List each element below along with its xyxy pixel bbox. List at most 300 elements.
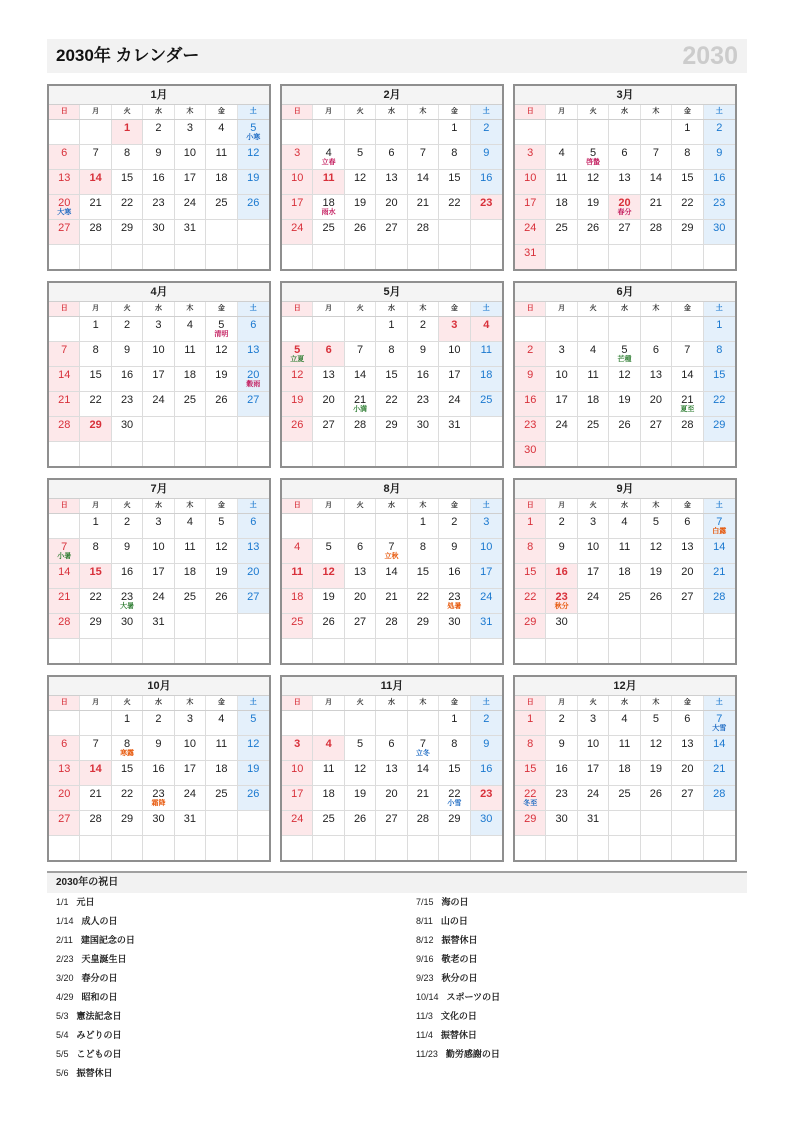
day-cell (313, 417, 344, 441)
day-cell (345, 786, 376, 810)
weekday-label: 水 (143, 302, 174, 316)
empty-day-cell (175, 614, 206, 638)
day-cell (704, 711, 735, 735)
day-cell (471, 736, 502, 760)
week-row (49, 639, 269, 663)
empty-day-cell (206, 220, 237, 244)
weekday-header-row (515, 696, 735, 711)
day-number: 28 (681, 419, 694, 431)
day-number: 18 (322, 197, 335, 209)
day-number: 14 (713, 738, 726, 750)
day-number: 8 (451, 147, 458, 159)
week-row (515, 392, 735, 417)
day-number: 31 (183, 222, 197, 234)
day-number: 25 (183, 591, 197, 603)
day-number: 15 (120, 763, 134, 775)
day-cell (175, 761, 206, 785)
day-cell (376, 367, 407, 391)
day-number: 2 (558, 516, 565, 528)
weekday-label: 金 (672, 302, 703, 316)
day-number: 10 (291, 172, 304, 184)
day-cell (672, 736, 703, 760)
day-cell (704, 120, 735, 144)
empty-day-cell (704, 811, 735, 835)
holiday-day-number: 14 (89, 763, 102, 775)
empty-day-cell (282, 514, 313, 538)
day-number: 15 (713, 369, 726, 381)
day-number: 6 (61, 738, 68, 750)
day-cell (609, 761, 640, 785)
day-cell (282, 589, 313, 613)
day-number: 17 (183, 172, 197, 184)
day-cell (238, 195, 269, 219)
month-calendar (513, 675, 737, 862)
day-number: 1 (451, 122, 458, 134)
day-cell (546, 736, 577, 760)
week-row (282, 614, 502, 639)
weekday-label: 金 (206, 696, 237, 710)
day-number: 10 (152, 541, 165, 553)
weekday-label: 日 (49, 302, 80, 316)
week-row (515, 342, 735, 367)
day-number: 1 (684, 122, 691, 134)
day-number: 13 (618, 172, 631, 184)
weekday-label: 土 (704, 302, 735, 316)
week-row (282, 220, 502, 245)
day-cell (175, 736, 206, 760)
day-cell (672, 195, 703, 219)
day-number: 31 (183, 813, 197, 825)
day-cell (282, 195, 313, 219)
day-cell (515, 367, 546, 391)
day-number: 4 (218, 713, 225, 725)
day-number: 24 (291, 222, 304, 234)
holiday-date: 5/3 (56, 1011, 69, 1021)
day-cell (49, 761, 80, 785)
day-cell (515, 170, 546, 194)
day-number: 19 (586, 197, 600, 209)
day-number: 21 (58, 591, 71, 603)
day-number: 29 (120, 222, 134, 234)
weekday-label: 水 (143, 499, 174, 513)
weekday-label: 木 (641, 302, 672, 316)
day-number: 23 (152, 197, 165, 209)
empty-day-cell (112, 639, 143, 663)
day-number: 6 (357, 541, 364, 553)
weekday-label: 金 (439, 499, 470, 513)
day-cell (238, 145, 269, 169)
day-cell (408, 220, 439, 244)
day-cell (704, 736, 735, 760)
month-calendar (513, 281, 737, 468)
day-number: 3 (294, 147, 301, 159)
holiday-date: 5/5 (56, 1049, 69, 1059)
day-cell (112, 417, 143, 441)
day-number: 23 (555, 788, 568, 800)
day-number: 21 (58, 394, 71, 406)
day-number: 1 (527, 713, 534, 725)
day-cell (439, 120, 470, 144)
day-number: 3 (186, 122, 193, 134)
day-cell (206, 170, 237, 194)
day-number: 17 (291, 197, 304, 209)
holiday-list-item (56, 912, 416, 931)
day-cell (515, 145, 546, 169)
weekday-label: 金 (206, 499, 237, 513)
day-cell (376, 564, 407, 588)
day-number: 15 (681, 172, 694, 184)
solar-term-label: 霜降 (151, 800, 166, 807)
day-cell (641, 514, 672, 538)
empty-day-cell (238, 639, 269, 663)
week-row (282, 811, 502, 836)
day-cell (546, 811, 577, 835)
day-number: 27 (247, 591, 260, 603)
empty-day-cell (376, 711, 407, 735)
weekday-label: 水 (609, 105, 640, 119)
day-cell (672, 589, 703, 613)
empty-day-cell (313, 245, 344, 269)
day-number: 29 (89, 616, 102, 628)
day-number: 31 (524, 247, 537, 259)
weekday-label: 金 (672, 696, 703, 710)
day-cell (515, 342, 546, 366)
day-cell (175, 392, 206, 416)
weekday-header-row (49, 696, 269, 711)
day-cell (206, 392, 237, 416)
week-row (282, 145, 502, 170)
week-row (49, 786, 269, 811)
week-row (282, 589, 502, 614)
day-cell (238, 564, 269, 588)
month-calendar (47, 478, 271, 665)
empty-day-cell (49, 639, 80, 663)
day-cell (175, 342, 206, 366)
day-cell (515, 811, 546, 835)
day-number: 8 (388, 344, 395, 356)
week-row (282, 639, 502, 663)
day-cell (439, 170, 470, 194)
empty-day-cell (609, 317, 640, 341)
empty-day-cell (546, 639, 577, 663)
holiday-name: 成人の日 (81, 916, 118, 926)
month-calendar (280, 281, 504, 468)
day-cell (49, 392, 80, 416)
day-number: 5 (357, 147, 364, 159)
day-number: 9 (558, 738, 565, 750)
day-cell (238, 736, 269, 760)
day-cell (175, 195, 206, 219)
day-cell (80, 417, 111, 441)
day-number: 25 (618, 591, 631, 603)
day-cell (112, 195, 143, 219)
day-cell (345, 589, 376, 613)
day-cell (376, 317, 407, 341)
empty-day-cell (439, 836, 470, 860)
day-number: 25 (183, 394, 197, 406)
holiday-date: 5/6 (56, 1068, 69, 1078)
day-cell (439, 736, 470, 760)
day-number: 22 (120, 197, 134, 209)
solar-term-label: 小寒 (246, 134, 261, 141)
day-cell (609, 736, 640, 760)
holiday-list (56, 893, 747, 1083)
day-number: 2 (124, 516, 131, 528)
holiday-name: 敬老の日 (441, 954, 478, 964)
day-number: 22 (524, 788, 537, 800)
day-cell (238, 317, 269, 341)
holiday-date: 3/20 (56, 973, 74, 983)
empty-day-cell (282, 120, 313, 144)
day-cell (143, 736, 174, 760)
day-number: 9 (558, 541, 565, 553)
empty-day-cell (376, 245, 407, 269)
day-number: 14 (416, 172, 430, 184)
week-row (282, 786, 502, 811)
day-cell (376, 614, 407, 638)
weekday-label: 火 (578, 499, 609, 513)
day-cell (578, 786, 609, 810)
empty-day-cell (313, 639, 344, 663)
empty-day-cell (641, 245, 672, 269)
day-cell (313, 170, 344, 194)
empty-day-cell (515, 836, 546, 860)
empty-day-cell (345, 639, 376, 663)
day-cell (282, 614, 313, 638)
solar-term-label: 啓蟄 (586, 159, 601, 166)
weekday-label: 土 (471, 696, 502, 710)
day-cell (112, 589, 143, 613)
day-cell (175, 170, 206, 194)
empty-day-cell (439, 245, 470, 269)
holiday-date: 5/4 (56, 1030, 69, 1040)
day-cell (515, 564, 546, 588)
day-number: 4 (186, 516, 193, 528)
day-number: 2 (155, 713, 162, 725)
day-cell (471, 342, 502, 366)
day-number: 5 (652, 516, 659, 528)
holiday-day-number: 11 (291, 566, 304, 578)
day-number: 14 (713, 541, 726, 553)
empty-day-cell (49, 245, 80, 269)
day-cell (515, 539, 546, 563)
weekday-header-row (49, 499, 269, 514)
day-number: 27 (649, 419, 663, 431)
day-cell (313, 614, 344, 638)
day-cell (376, 392, 407, 416)
day-number: 5 (652, 713, 659, 725)
day-number: 4 (621, 713, 628, 725)
month-title: 7月 (49, 480, 269, 499)
day-cell (175, 539, 206, 563)
day-number: 23 (120, 591, 134, 603)
holiday-date: 9/23 (416, 973, 434, 983)
day-cell (49, 589, 80, 613)
day-number: 20 (681, 566, 694, 578)
holiday-day-number: 1 (124, 122, 131, 134)
day-cell (439, 145, 470, 169)
day-number: 30 (152, 813, 165, 825)
month-title: 5月 (282, 283, 502, 302)
day-cell (282, 736, 313, 760)
day-cell (578, 392, 609, 416)
empty-day-cell (49, 836, 80, 860)
day-cell (112, 811, 143, 835)
solar-term-label: 春分 (617, 209, 632, 216)
day-number: 27 (681, 591, 694, 603)
week-row (282, 539, 502, 564)
day-cell (206, 711, 237, 735)
day-number: 15 (385, 369, 398, 381)
day-cell (578, 195, 609, 219)
empty-day-cell (282, 317, 313, 341)
day-number: 9 (124, 541, 131, 553)
day-number: 9 (451, 541, 458, 553)
holiday-list-item (56, 1045, 416, 1064)
weekday-label: 火 (345, 105, 376, 119)
day-cell (49, 564, 80, 588)
day-cell (546, 614, 577, 638)
day-cell (345, 614, 376, 638)
day-cell (376, 145, 407, 169)
day-cell (112, 317, 143, 341)
day-cell (112, 539, 143, 563)
solar-term-label: 立夏 (290, 356, 305, 363)
empty-day-cell (641, 639, 672, 663)
empty-day-cell (80, 836, 111, 860)
empty-day-cell (672, 836, 703, 860)
day-cell (206, 786, 237, 810)
day-number: 13 (353, 566, 367, 578)
day-number: 16 (713, 172, 726, 184)
day-number: 9 (419, 344, 426, 356)
empty-day-cell (578, 614, 609, 638)
day-number: 28 (416, 813, 430, 825)
day-number: 18 (480, 369, 493, 381)
day-number: 11 (587, 369, 599, 381)
empty-day-cell (672, 811, 703, 835)
day-number: 17 (183, 763, 197, 775)
day-cell (609, 417, 640, 441)
day-number: 18 (618, 566, 631, 578)
day-cell (578, 367, 609, 391)
day-number: 27 (58, 222, 71, 234)
empty-day-cell (238, 614, 269, 638)
day-cell (704, 367, 735, 391)
weekday-label: 日 (515, 696, 546, 710)
empty-day-cell (641, 442, 672, 466)
day-number: 7 (61, 541, 68, 553)
day-cell (313, 761, 344, 785)
day-number: 27 (681, 788, 694, 800)
day-cell (672, 514, 703, 538)
empty-day-cell (408, 836, 439, 860)
day-cell (112, 711, 143, 735)
day-cell (704, 786, 735, 810)
empty-day-cell (578, 245, 609, 269)
empty-day-cell (313, 836, 344, 860)
empty-day-cell (238, 836, 269, 860)
day-cell (672, 342, 703, 366)
day-number: 5 (590, 147, 597, 159)
day-number: 18 (291, 591, 304, 603)
day-cell (641, 417, 672, 441)
day-number: 22 (89, 394, 102, 406)
empty-day-cell (672, 614, 703, 638)
empty-day-cell (49, 711, 80, 735)
week-row (49, 564, 269, 589)
day-cell (704, 761, 735, 785)
day-cell (143, 317, 174, 341)
holiday-date: 7/15 (416, 897, 434, 907)
week-row (515, 589, 735, 614)
holiday-name: 春分の日 (81, 973, 118, 983)
empty-day-cell (282, 442, 313, 466)
day-cell (376, 589, 407, 613)
week-row (515, 514, 735, 539)
day-number: 19 (353, 197, 367, 209)
day-number: 12 (215, 344, 228, 356)
weekday-label: 土 (704, 105, 735, 119)
day-number: 1 (716, 319, 723, 331)
day-number: 6 (61, 147, 68, 159)
day-number: 4 (218, 122, 225, 134)
weekday-label: 木 (175, 105, 206, 119)
weekday-label: 月 (313, 499, 344, 513)
day-cell (546, 145, 577, 169)
day-cell (471, 170, 502, 194)
day-cell (641, 711, 672, 735)
solar-term-label: 夏至 (680, 406, 695, 413)
day-cell (206, 342, 237, 366)
day-cell (578, 220, 609, 244)
day-cell (408, 761, 439, 785)
day-number: 15 (524, 763, 537, 775)
day-cell (439, 539, 470, 563)
weekday-header-row (282, 696, 502, 711)
holiday-section-title: 2030年の祝日 (56, 877, 119, 888)
day-cell (143, 514, 174, 538)
day-number: 3 (558, 344, 565, 356)
weekday-label: 木 (408, 696, 439, 710)
day-number: 17 (152, 369, 165, 381)
empty-day-cell (408, 639, 439, 663)
empty-day-cell (609, 639, 640, 663)
day-number: 8 (684, 147, 691, 159)
day-cell (546, 342, 577, 366)
day-cell (175, 120, 206, 144)
day-cell (408, 614, 439, 638)
day-number: 26 (322, 616, 335, 628)
day-cell (313, 786, 344, 810)
day-number: 14 (681, 369, 694, 381)
weekday-label: 水 (609, 302, 640, 316)
holiday-list-item (416, 1026, 747, 1045)
day-cell (238, 367, 269, 391)
day-number: 21 (681, 394, 694, 406)
day-number: 27 (385, 222, 398, 234)
day-cell (376, 761, 407, 785)
empty-day-cell (49, 120, 80, 144)
day-cell (471, 514, 502, 538)
day-cell (546, 367, 577, 391)
weekday-label: 月 (313, 302, 344, 316)
day-cell (672, 417, 703, 441)
day-number: 20 (247, 369, 260, 381)
holiday-day-number: 3 (294, 738, 301, 750)
empty-day-cell (641, 614, 672, 638)
holiday-name: みどりの日 (76, 1030, 122, 1040)
